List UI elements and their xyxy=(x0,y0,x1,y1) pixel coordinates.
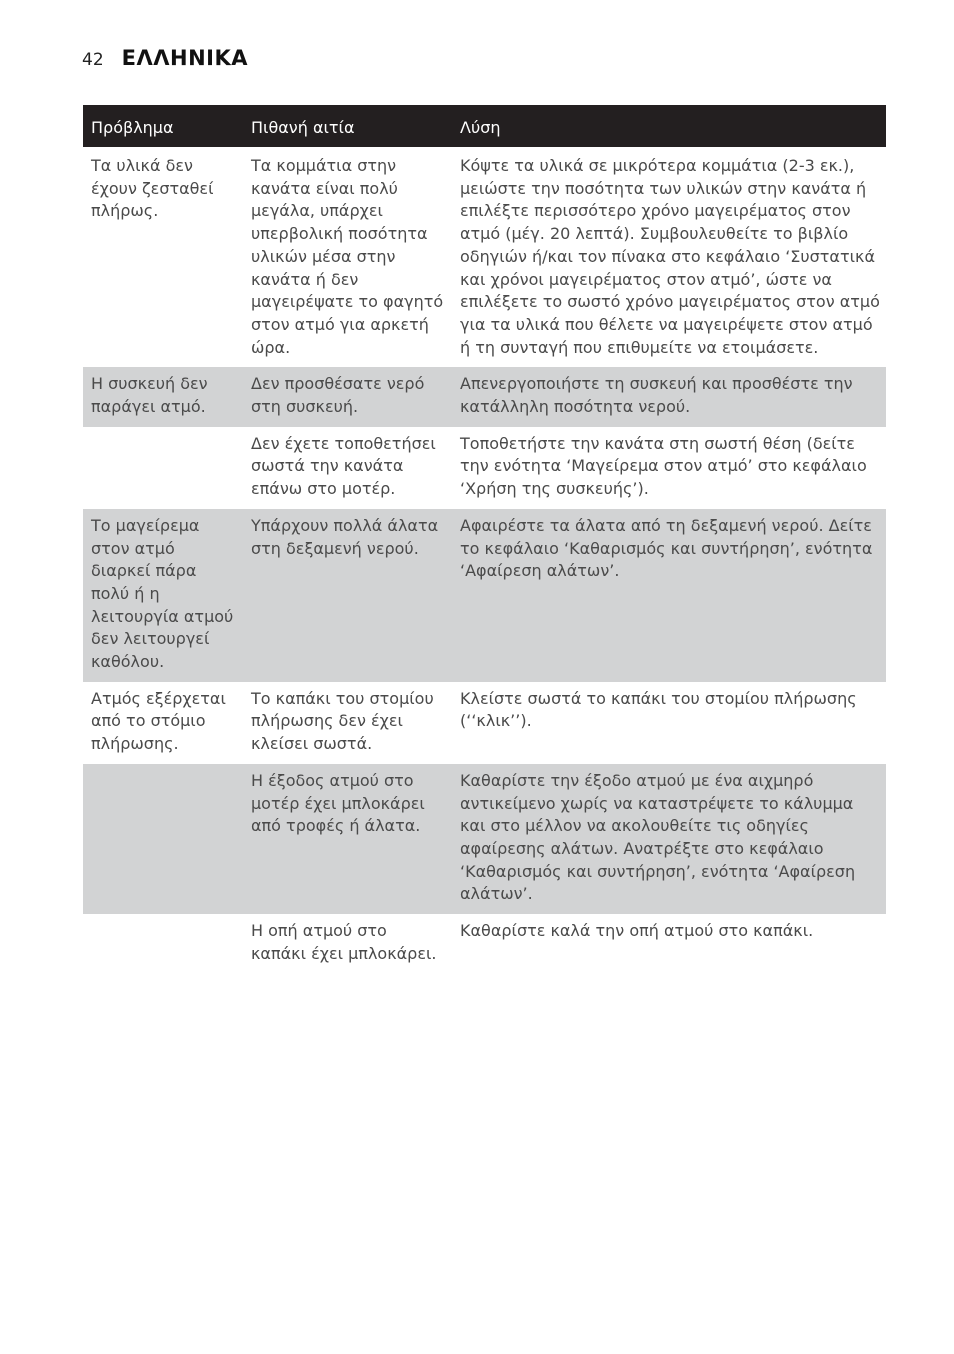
cause-cell: Δεν προσθέσατε νερό στη συσκευή. xyxy=(243,367,452,426)
solution-cell: Κλείστε σωστά το καπάκι του στομίου πλήρωσης (‘‘κλικ’’). xyxy=(460,688,857,731)
problem-cell: Η συσκευή δεν παράγει ατμό. xyxy=(83,367,243,426)
column-header-cause: Πιθανή αιτία xyxy=(243,105,452,147)
troubleshooting-table xyxy=(83,105,886,974)
table-row xyxy=(83,914,886,973)
table-header-row xyxy=(83,105,886,147)
problem-cell: Ατμός εξέρχεται από το στόμιο πλήρωσης. xyxy=(91,688,226,754)
solution-cell: Κόψτε τα υλικά σε μικρότερα κομμάτια (2-3 εκ.), μειώστε την ποσότητα των υλικών στην κανάτα ή επιλέξτε περισσότερο χρόνο μαγειρέματος στον ατμό (μέγ. 20 λεπτά). Συμβουλευθείτε το βιβλίο οδηγιών ή/και τον πίνακα στο κεφάλαιο ‘Συστατικά και χρόνοι μαγειρέματος στον ατμό’, ώστε να επιλέξετε το σωστό χρόνο μαγειρέματος στον ατμό για τα υλικά που θέλετε να μαγειρέψετε στον ατμό ή τη συνταγή που επιθυμείτε να ετοιμάσετε. xyxy=(460,156,880,357)
cause-cell: Η έξοδος ατμού στο μοτέρ έχει μπλοκάρει από τροφές ή άλατα. xyxy=(243,764,452,914)
solution-cell: Καθαρίστε καλά την οπή ατμού στο καπάκι. xyxy=(460,921,814,941)
problem-cell: Τα υλικά δεν έχουν ζεσταθεί πλήρως. xyxy=(91,156,214,221)
problem-cell xyxy=(83,764,243,914)
problem-cell: Το μαγείρεμα στον ατμό διαρκεί πάρα πολύ ή η λειτουργία ατμού δεν λειτουργεί καθόλου. xyxy=(83,509,243,682)
page-header xyxy=(82,46,248,70)
problem-cell xyxy=(83,914,243,973)
page-number: 42 xyxy=(82,50,104,70)
cause-cell: Τα κομμάτια στην κανάτα είναι πολύ μεγάλα, υπάρχει υπερβολική ποσότητα υλικών μέσα στην κανάτα ή δεν μαγειρέψατε το φαγητό στον ατμό για αρκετή ώρα. xyxy=(251,156,444,357)
table-row xyxy=(83,367,886,426)
section-title: ΕΛΛΗΝΙΚΑ xyxy=(121,46,248,70)
table-row xyxy=(83,149,886,367)
cause-cell: Υπάρχουν πολλά άλατα στη δεξαμενή νερού. xyxy=(243,509,452,682)
cause-cell: Η οπή ατμού στο καπάκι έχει μπλοκάρει. xyxy=(251,921,437,963)
table-row xyxy=(83,509,886,682)
cause-cell: Το καπάκι του στομίου πλήρωσης δεν έχει κλείσει σωστά. xyxy=(251,688,434,754)
table-row xyxy=(83,682,886,764)
solution-cell: Καθαρίστε την έξοδο ατμού με ένα αιχμηρό αντικείμενο χωρίς να καταστρέψετε το κάλυμμα και στο μέλλον να ακολουθείτε τις οδηγίες αφαίρεσης αλάτων. Ανατρέξτε στο κεφάλαιο ‘Καθαρισμός και συντήρηση’, ενότητα ‘Αφαίρεση αλάτων’. xyxy=(452,764,886,914)
solution-cell: Απενεργοποιήστε τη συσκευή και προσθέστε την κατάλληλη ποσότητα νερού. xyxy=(452,367,886,426)
column-header-problem: Πρόβλημα xyxy=(83,105,243,147)
solution-cell: Αφαιρέστε τα άλατα από τη δεξαμενή νερού. Δείτε το κεφάλαιο ‘Καθαρισμός και συντήρηση’, ενότητα ‘Αφαίρεση αλάτων’. xyxy=(452,509,886,682)
solution-cell: Τοποθετήστε την κανάτα στη σωστή θέση (δείτε την ενότητα ‘Μαγείρεμα στον ατμό’ στο κεφάλαιο ‘Χρήση της συσκευής’). xyxy=(460,433,867,499)
table-row xyxy=(83,764,886,914)
problem-cell xyxy=(83,427,243,509)
cause-cell: Δεν έχετε τοποθετήσει σωστά την κανάτα επάνω στο μοτέρ. xyxy=(251,433,436,499)
column-header-solution: Λύση xyxy=(452,105,886,147)
table-row xyxy=(83,427,886,509)
